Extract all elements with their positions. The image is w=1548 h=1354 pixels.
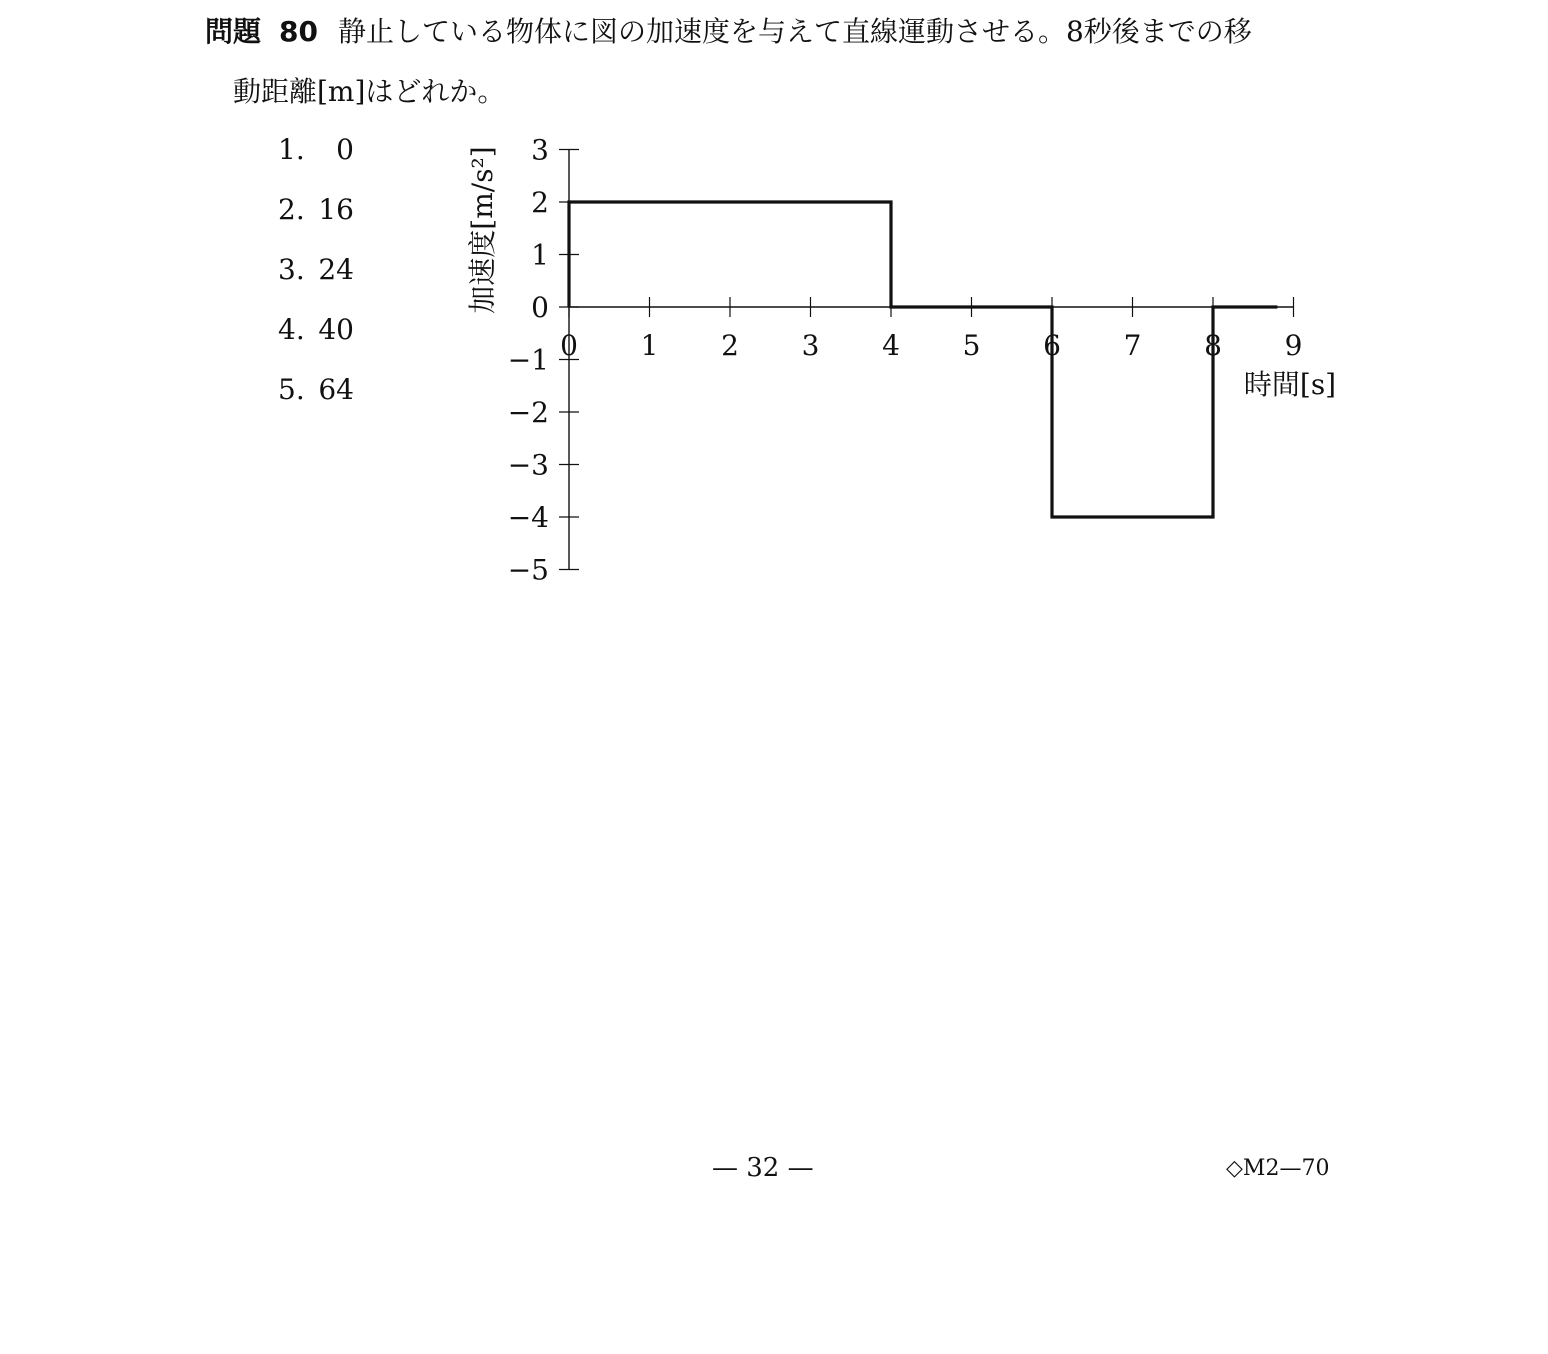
y-tick-label: −2 [507,396,549,429]
choice-value: 40 [318,313,354,346]
y-tick-label: 2 [531,186,549,219]
chart-ticks [559,150,1294,570]
x-tick-label: 8 [1204,329,1222,362]
x-tick-label: 5 [962,329,981,362]
x-tick-label: 9 [1284,329,1303,362]
question-text-line1: 静止している物体に図の加速度を与えて直線運動させる。8秒後までの移 [337,15,1252,48]
y-tick-label: −5 [507,553,549,587]
choice-value: 16 [318,193,354,226]
y-tick-label: −1 [507,343,549,377]
choice-number: 1. [278,133,305,166]
choice-number: 4. [278,313,305,346]
choice-number: 2. [278,193,305,226]
x-axis-label: 時間[s] [1243,368,1337,401]
question-text-line2: 動距離[m]はどれか。 [233,75,506,108]
page-number: — 32 — [712,1153,814,1183]
exam-code: ◇M2—70 [1226,1156,1330,1181]
x-tick-label: 2 [721,329,739,362]
choice-number: 3. [278,253,305,286]
question-label: 問題 [205,15,262,48]
question-number: 80 [279,15,318,48]
acceleration-step-line [569,202,1277,517]
y-tick-label: 1 [531,238,549,272]
choice-value: 24 [318,253,354,286]
x-tick-label: 3 [801,329,820,362]
y-tick-label: −3 [507,448,549,482]
x-tick-label: 7 [1123,329,1142,362]
choice-value: 0 [336,133,354,166]
y-axis-label: 加速度[m/s²] [466,146,499,314]
choice-value: 64 [318,373,354,406]
x-tick-label: 1 [640,329,659,362]
chart-series [569,202,1277,517]
chart-axes [569,150,1294,570]
x-tick-label: 4 [882,329,900,362]
choice-number: 5. [278,373,305,406]
y-tick-label: −4 [507,501,549,534]
y-tick-label: 0 [531,291,549,324]
acceleration-chart [0,0,1548,620]
x-tick-label: 0 [560,329,578,362]
x-tick-label: 6 [1043,329,1061,362]
y-tick-label: 3 [531,133,549,167]
